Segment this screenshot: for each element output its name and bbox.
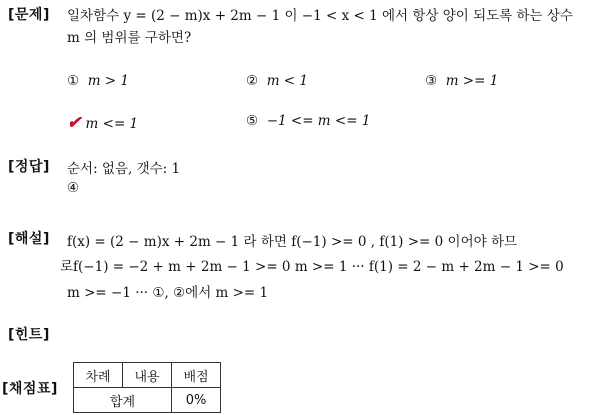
problem-text-line2: m 의 범위를 구하면? xyxy=(67,30,192,46)
scoring-label: [채점표] xyxy=(2,381,58,397)
problem-label: [문제] xyxy=(8,7,50,23)
choice-3-text: m >= 1 xyxy=(445,73,499,89)
scoring-total-row xyxy=(74,388,221,413)
answer-meta: 순서: 없음, 갯수: 1 xyxy=(67,161,181,177)
scoring-total-value: 0% xyxy=(172,388,221,413)
scoring-header-order: 차례 xyxy=(74,363,123,388)
choice-4[interactable] xyxy=(67,113,138,133)
choice-1-text: m > 1 xyxy=(87,73,129,89)
choice-2-text: m < 1 xyxy=(266,73,308,89)
solution-line2: 로f(−1) = −2 + m + 2m − 1 >= 0 m >= 1 ··· f(1) = 2 − m + 2m − 1 >= 0 xyxy=(60,259,564,275)
choice-5-text: −1 <= m <= 1 xyxy=(266,113,371,129)
solution-label: [해설] xyxy=(8,231,50,247)
hint-label: [힌트] xyxy=(8,327,50,343)
choice-5-number: ⑤ xyxy=(246,113,259,129)
scoring-header-row xyxy=(74,363,221,388)
choice-5[interactable] xyxy=(246,113,370,129)
choice-1-number: ① xyxy=(67,73,80,89)
checkmark-icon: ✔ xyxy=(67,113,82,133)
solution-line1: f(x) = (2 − m)x + 2m − 1 라 하면 f(−1) >= 0 , f(1) >= 0 이어야 하므 xyxy=(67,234,518,250)
choice-1[interactable] xyxy=(67,73,129,89)
choice-2[interactable] xyxy=(246,73,308,89)
choice-2-number: ② xyxy=(246,73,259,89)
scoring-table xyxy=(73,362,221,413)
problem-text-line1: 일차함수 y = (2 − m)x + 2m − 1 이 −1 < x < 1 에서 항상 양이 되도록 하는 상수 xyxy=(67,8,573,24)
scoring-header-content: 내용 xyxy=(123,363,172,388)
scoring-header-points: 배점 xyxy=(172,363,221,388)
choice-3[interactable] xyxy=(425,73,498,89)
scoring-total-label: 합계 xyxy=(74,388,172,413)
solution-line3: m >= −1 ··· ①, ②에서 m >= 1 xyxy=(67,285,269,301)
answer-label: [정답] xyxy=(8,159,50,175)
choice-3-number: ③ xyxy=(425,73,438,89)
choice-4-text: m <= 1 xyxy=(85,116,139,132)
answer-value: ④ xyxy=(67,180,80,196)
